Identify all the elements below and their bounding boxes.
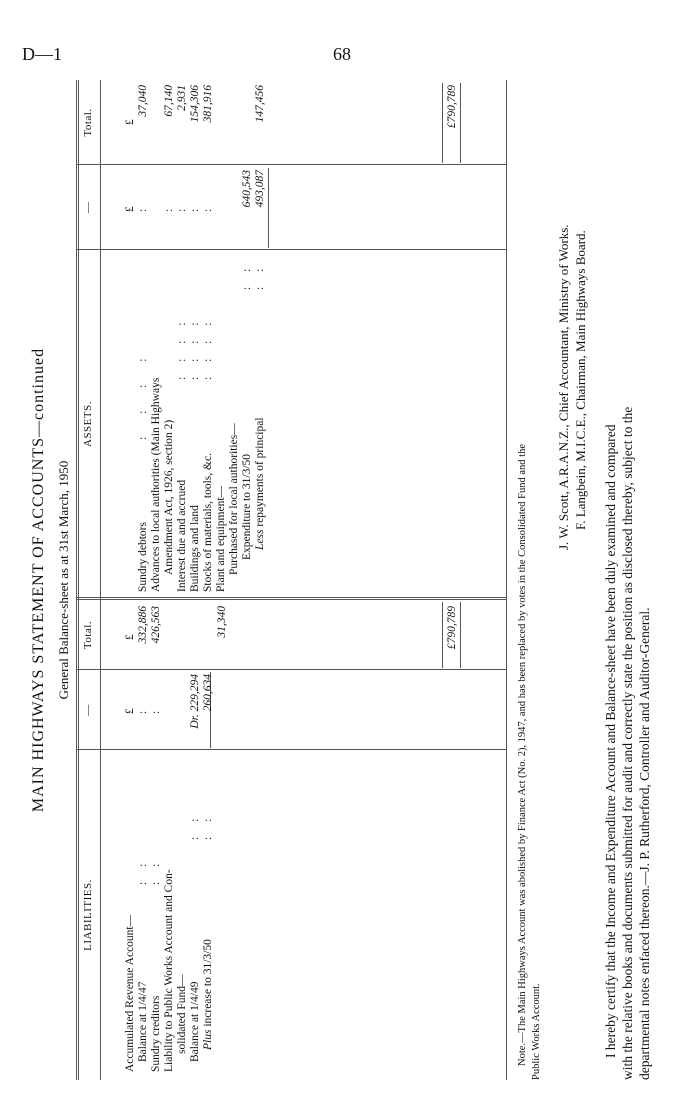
liab-balance-1-4-49: Balance at 1/4/49 — [189, 981, 201, 1062]
liab-public-works-line1: Liability to Public Works Account and Con- — [163, 869, 175, 1072]
asset-purchased: Purchased for local authorities— — [228, 423, 240, 575]
repayments-value: 493,087 — [254, 170, 266, 208]
table-top-rule — [76, 80, 77, 1080]
plus-word: Plus — [202, 1029, 214, 1050]
table-bottom-rule — [506, 80, 507, 1080]
asset-plant: Plant and equipment— — [215, 485, 227, 592]
col-head-assets: ASSETS. — [82, 401, 94, 447]
asset-expenditure: Expenditure to 31/3/50 — [241, 453, 253, 560]
stocks-total: 381,916 — [202, 85, 214, 123]
expenditure-value: 640,543 — [241, 170, 253, 208]
asset-advances-line1: Advances to local authorities (Main Highways — [150, 377, 162, 592]
col-rule — [76, 249, 506, 250]
col-head-total-assets: Total. — [82, 108, 94, 137]
footnote-line1: Note.—The Main Highways Account was abolished by Finance Act (No. 2), 1947, and has been replaced by votes in the Consolidated Fund and the — [517, 444, 528, 1066]
pound-sign: £ — [124, 708, 136, 714]
col-rule — [76, 669, 506, 670]
leader-dots: : — [176, 208, 188, 212]
dr-balance-value: Dr. 229,294 — [189, 674, 201, 729]
statement-subtitle: General Balance-sheet as at 31st March, 1950 — [56, 460, 71, 700]
audit-certificate — [602, 80, 653, 1080]
leader-dots: : — [189, 208, 201, 212]
leader-dots: : : — [254, 262, 266, 290]
leader-dots: : : : : — [189, 316, 201, 380]
debtors-total: 37,040 — [137, 85, 149, 117]
statement-title: MAIN HIGHWAYS STATEMENT OF ACCOUNTS—continued — [30, 347, 47, 813]
signature-langbein: F. Langbein, M.I.C.E., Chairman, Main Highways Board. — [573, 230, 588, 530]
plant-total: 147,456 — [254, 85, 266, 123]
liab-sundry-creditors: Sundry creditors — [150, 995, 162, 1072]
balance-sheet-page — [22, 80, 672, 1080]
col-rule — [76, 164, 506, 165]
col-rule — [76, 597, 506, 598]
col-head-dash-assets: — — [82, 201, 94, 214]
asset-buildings: Buildings and land — [189, 505, 201, 592]
leader-dots: : : — [137, 857, 149, 885]
certificate-line3: departmental notes enfaced thereon.—J. P. Rutherford, Controller and Auditor-General. — [637, 607, 652, 1080]
liabilities-grand-total: £790,789 — [446, 606, 458, 650]
leader-dots: : : — [202, 812, 214, 840]
leader-dots: : : — [150, 857, 162, 885]
page-number: 68 — [333, 44, 351, 64]
leader-dots: : — [137, 710, 149, 714]
increase-value: 260,634 — [202, 674, 214, 712]
assets-grand-total: £790,789 — [446, 85, 458, 129]
increase-text: increase to 31/3/50 — [202, 939, 214, 1027]
total-rule — [442, 602, 443, 668]
liab-balance-1-4-47: Balance at 1/4/47 — [137, 981, 149, 1062]
signature-scott: J. W. Scott, A.R.A.N.Z., Chief Accountant, Ministry of Works. — [556, 224, 571, 550]
liab-public-works-line2: solidated Fund— — [176, 974, 188, 1054]
asset-interest: Interest due and accrued — [176, 479, 188, 592]
balance-total: 332,886 — [137, 606, 149, 644]
asset-advances-line2: Amendment Act, 1926, section 2) — [163, 419, 175, 575]
less-word: Less — [254, 529, 266, 550]
leader-dots: : : : : — [137, 348, 149, 440]
col-rule — [76, 749, 506, 750]
col-rule — [76, 599, 506, 600]
pound-sign: £ — [124, 119, 136, 125]
repayments-text: repayments of principal — [254, 417, 266, 527]
total-rule — [460, 83, 461, 163]
liab-plus-increase — [202, 939, 214, 1050]
total-rule — [442, 83, 443, 163]
leader-dots: : : — [241, 262, 253, 290]
liability-total: 31,340 — [216, 606, 228, 638]
creditors-total: 426,563 — [150, 606, 162, 644]
asset-stocks: Stocks of materials, tools, &c. — [202, 453, 214, 592]
leader-dots: : : : : — [202, 316, 214, 380]
col-head-dash: — — [82, 704, 94, 716]
leader-dots: : — [150, 710, 162, 714]
col-head-liabilities: LIABILITIES. — [82, 879, 94, 951]
col-head-total: Total. — [82, 620, 94, 650]
asset-sundry-debtors: Sundry debtors — [137, 522, 149, 592]
sub-rule — [268, 168, 269, 248]
section-code: D—1 — [22, 44, 62, 64]
buildings-total: 154,306 — [189, 85, 201, 123]
footnote-line2: Public Works Account. — [531, 983, 542, 1080]
asset-less-repayments — [254, 417, 266, 550]
advances-total: 67,140 — [163, 85, 175, 117]
certificate-line2: with the relative books and documents submitted for audit and correctly state the position as disclosed thereby, subject to the — [620, 406, 635, 1080]
interest-total: 2,931 — [176, 85, 188, 111]
footnote — [516, 444, 544, 1080]
header-rule — [100, 80, 101, 1080]
leader-dots: : : : : — [176, 316, 188, 380]
certificate-line1: I hereby certify that the Income and Expenditure Account and Balance-sheet have been duly examined and compared — [603, 424, 618, 1058]
leader-dots: : : — [189, 812, 201, 840]
leader-dots: : — [202, 208, 214, 212]
total-rule — [460, 602, 461, 668]
table-top-rule-double — [78, 80, 79, 1080]
leader-dots: : — [137, 208, 149, 212]
balance-sheet-table — [76, 80, 508, 1080]
liab-accumulated-revenue: Accumulated Revenue Account— — [124, 914, 136, 1072]
leader-dots: : — [163, 208, 175, 212]
pound-sign: £ — [124, 206, 136, 212]
pound-sign: £ — [124, 634, 136, 640]
